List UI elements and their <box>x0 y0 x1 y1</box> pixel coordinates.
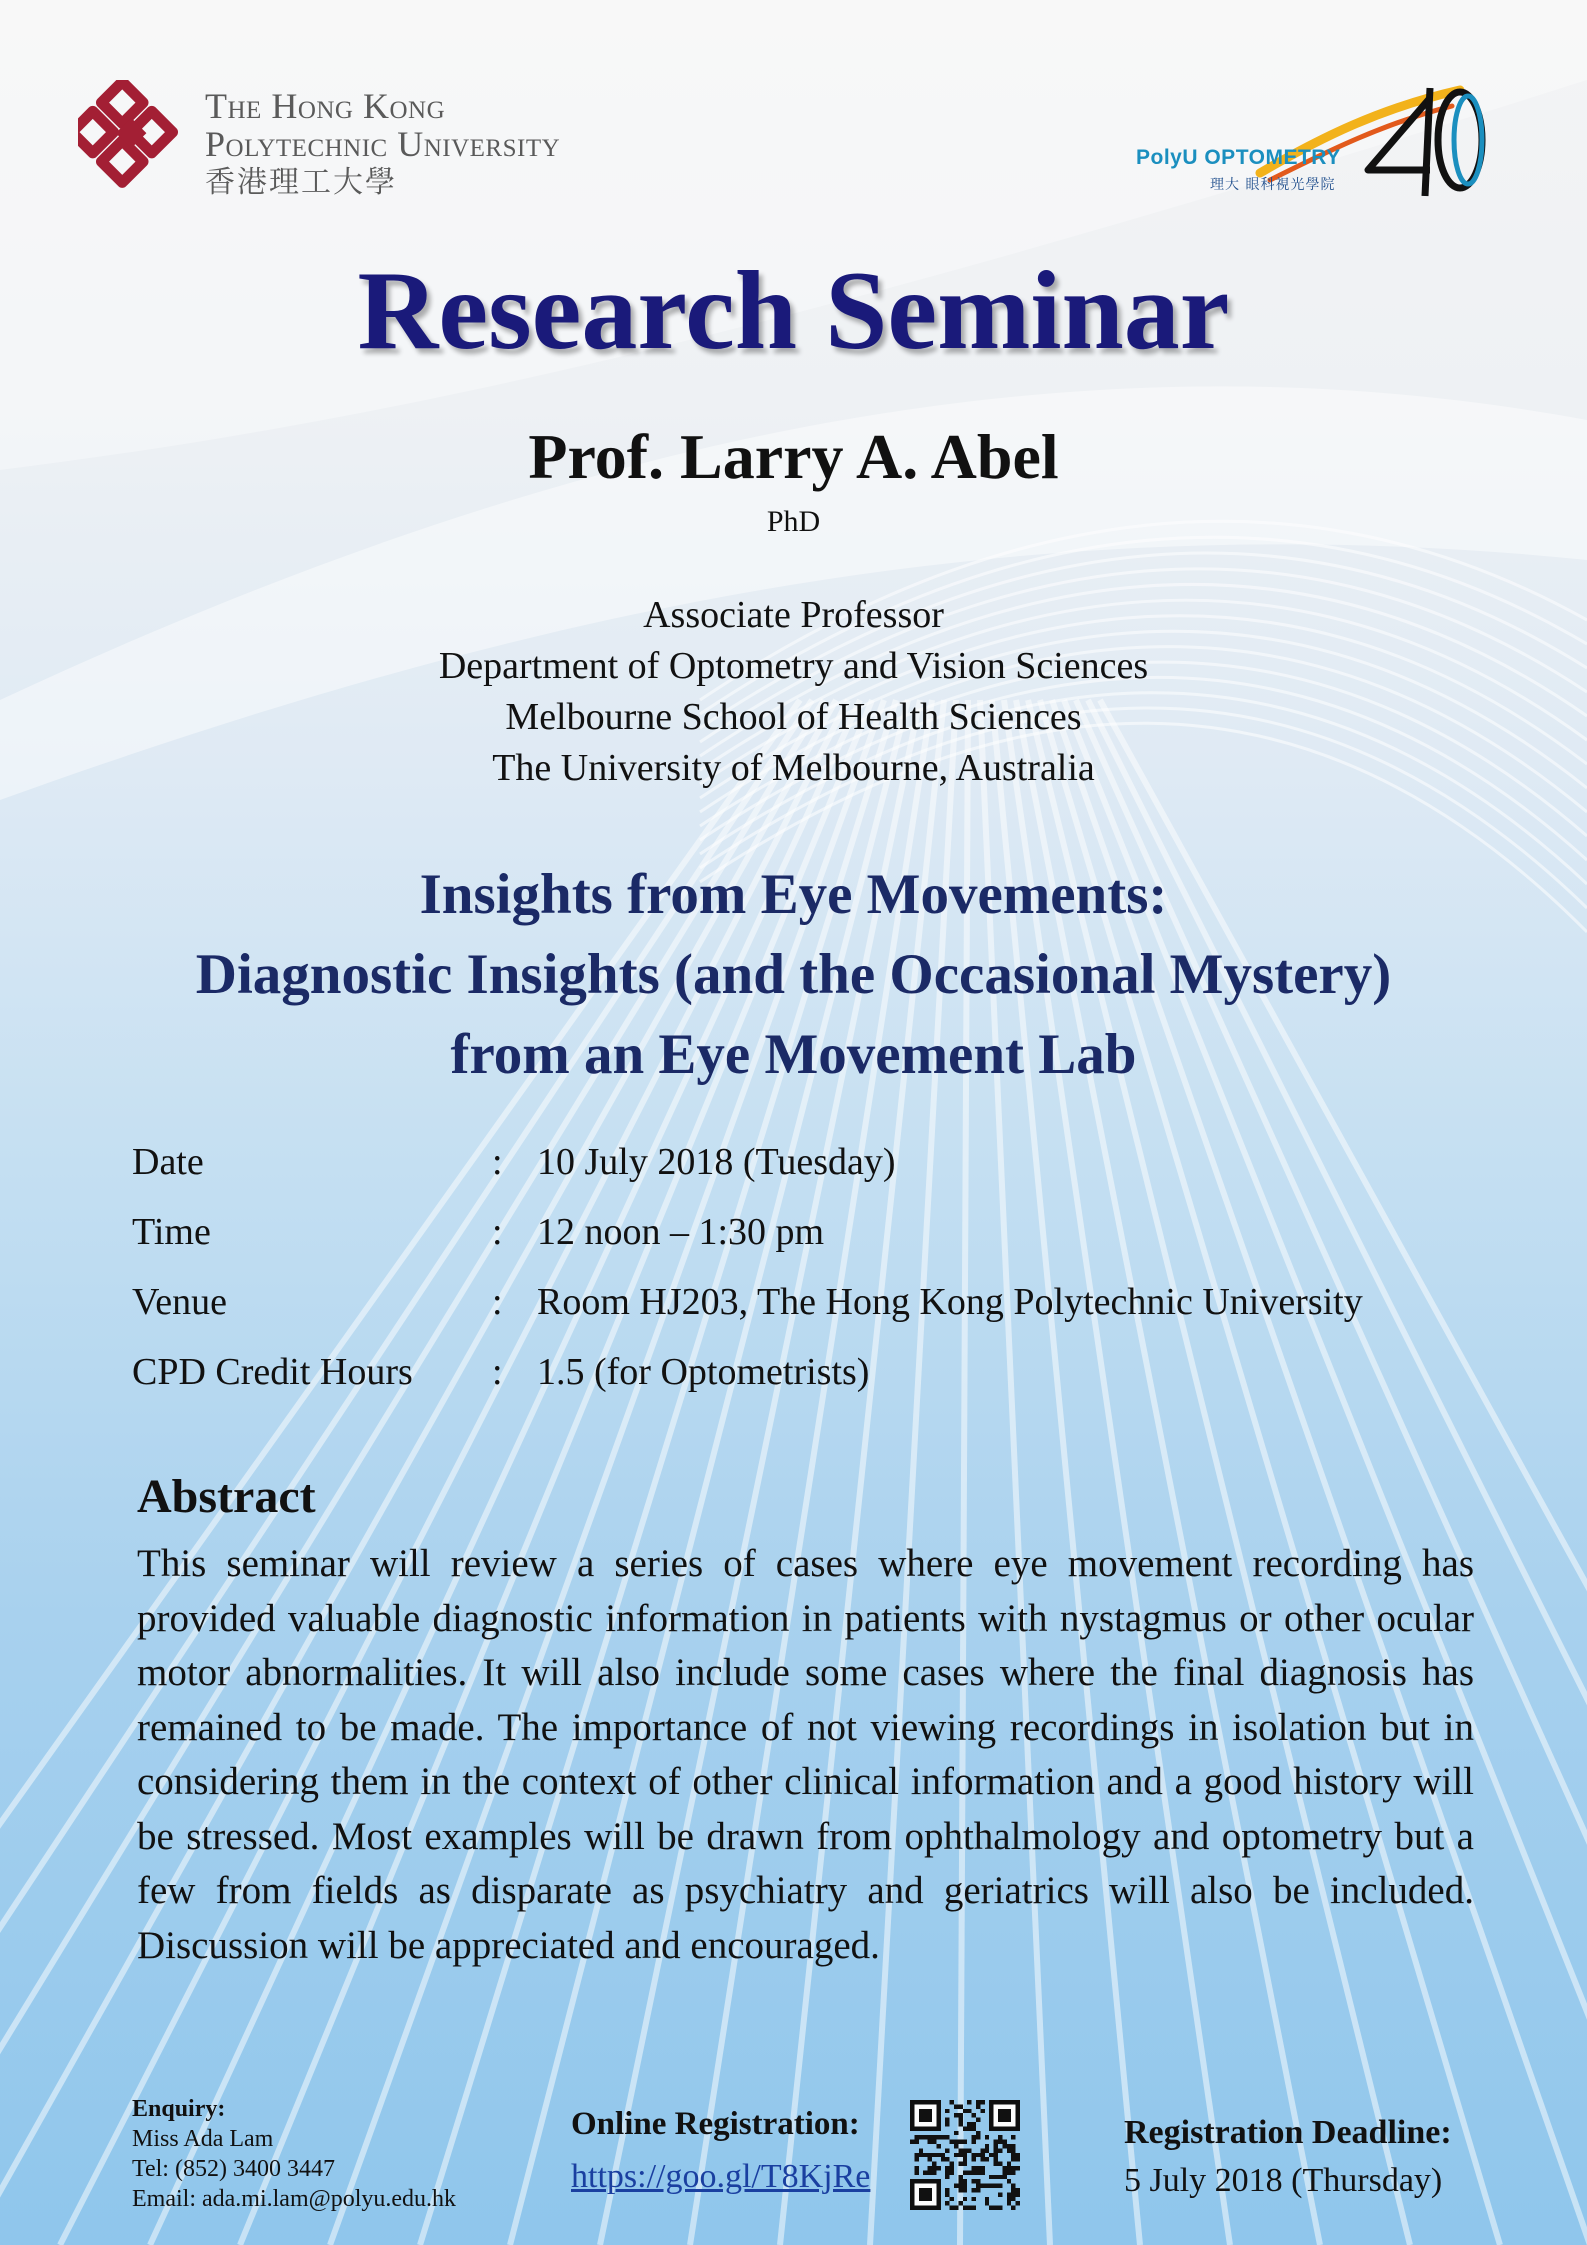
registration-label: Online Registration: <box>571 2106 860 2142</box>
deadline-label: Registration Deadline: <box>1124 2114 1452 2151</box>
talk-title <box>0 855 1587 1095</box>
optometry-logo-label: PolyU OPTOMETRY <box>1136 146 1341 169</box>
detail-value: 1.5 (for Optometrists) <box>537 1351 870 1393</box>
university-name-chinese: 香港理工大學 <box>205 165 397 200</box>
talk-title-line: Insights from Eye Movements: <box>419 863 1168 926</box>
detail-value: Room HJ203, The Hong Kong Polytechnic University <box>537 1281 1363 1323</box>
detail-separator: : <box>492 1211 503 1253</box>
speaker-name: Prof. Larry A. Abel <box>528 421 1059 492</box>
affiliation-line: Associate Professor <box>643 594 944 636</box>
detail-label: Time <box>132 1211 211 1253</box>
polyu-logo-icon <box>78 80 196 198</box>
talk-title-line: from an Eye Movement Lab <box>450 1023 1137 1086</box>
detail-label: Date <box>132 1141 204 1183</box>
speaker-degree: PhD <box>766 505 821 538</box>
abstract-heading: Abstract <box>137 1470 316 1523</box>
talk-title-line: Diagnostic Insights (and the Occasional Mystery) <box>195 943 1392 1006</box>
enquiry-email[interactable]: Email: ada.mi.lam@polyu.edu.hk <box>132 2186 457 2212</box>
detail-value: 12 noon – 1:30 pm <box>537 1211 825 1253</box>
detail-value: 10 July 2018 (Tuesday) <box>537 1141 896 1183</box>
university-name <box>205 88 560 198</box>
affiliation-line: Department of Optometry and Vision Sciences <box>438 645 1149 687</box>
qr-code-icon[interactable] <box>910 2100 1020 2210</box>
university-name-line1: The Hong Kong <box>205 86 446 126</box>
abstract-body: This seminar will review a series of cases where eye movement recording has provided valuable diagnostic information in patients with nystagmus or other ocular motor abnormalities. It will also include some cases where the final diagnosis has remained to be made. The importance of not viewing recordings in isolation but in considering them in the context of other clinical information and a good history will be stressed. Most examples will be drawn from ophthalmology and optometry but a few from fields as disparate as psychiatry and geriatrics will also be included. Discussion will be appreciated and encouraged. <box>137 1542 1474 1967</box>
poster-title: Research Seminar <box>357 249 1230 373</box>
enquiry-tel: Tel: (852) 3400 3447 <box>132 2156 335 2182</box>
speaker-affiliation <box>0 590 1587 794</box>
affiliation-line: The University of Melbourne, Australia <box>492 747 1095 789</box>
deadline-value: 5 July 2018 (Thursday) <box>1124 2162 1443 2199</box>
detail-separator: : <box>492 1351 503 1393</box>
enquiry-label: Enquiry: <box>132 2096 226 2122</box>
detail-label: Venue <box>132 1281 227 1323</box>
university-name-line2: Polytechnic University <box>205 124 561 164</box>
affiliation-line: Melbourne School of Health Sciences <box>505 696 1082 738</box>
enquiry-block <box>132 2094 456 2214</box>
enquiry-name: Miss Ada Lam <box>132 2126 274 2152</box>
detail-separator: : <box>492 1281 503 1323</box>
detail-label: CPD Credit Hours <box>132 1351 413 1393</box>
optometry-logo-chinese: 理大 眼科視光學院 <box>1210 177 1336 193</box>
detail-separator: : <box>492 1141 503 1183</box>
registration-link[interactable]: https://goo.gl/T8KjRe <box>571 2158 871 2195</box>
